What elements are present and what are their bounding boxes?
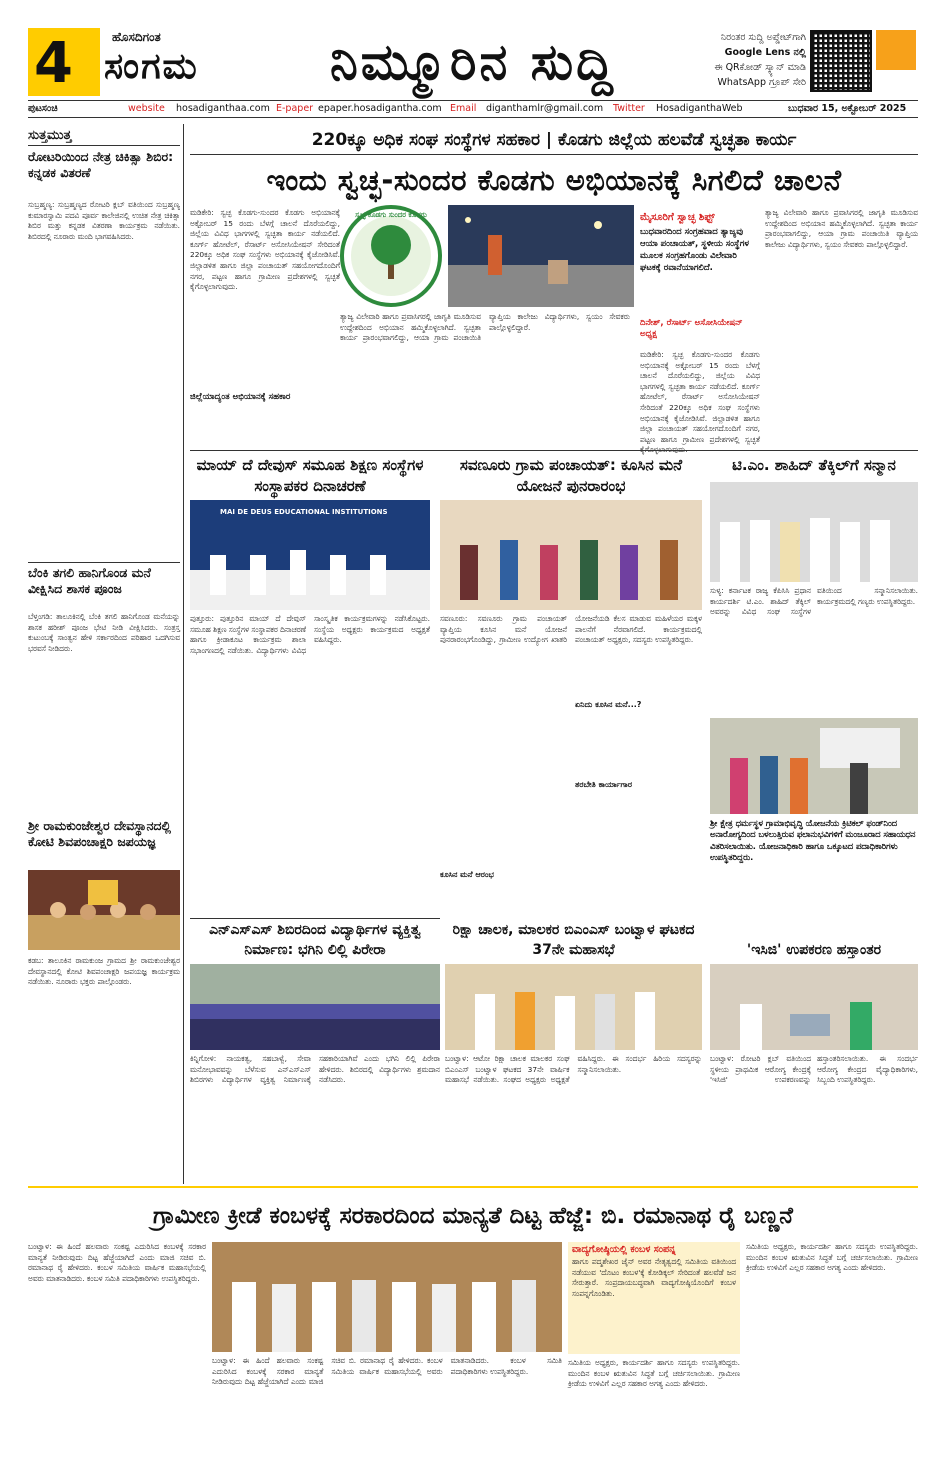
website-label: website (128, 103, 165, 114)
qr-line: ಈ QRಕೋಡ್ ಸ್ಕ್ಯಾನ್ ಮಾಡಿ (714, 62, 806, 73)
top-story-body-cont: ತ್ಯಾಜ್ಯ ವಿಲೇವಾರಿ ಹಾಗೂ ಪ್ರವಾಸಿಗರಲ್ಲಿ ಜಾಗೃತಿ ಮೂಡಿಸುವ ಉದ್ದೇಶದಿಂದ ಅಭಿಯಾನ ಹಮ್ಮಿಕೊಳ್ಳಲಾಗಿದೆ. ಸ್ವಚ್ಛತಾ ಕಾರ್ಯ ಪ್ರಾರಂಭವಾಗಲಿದ್ದು, ಆಯಾ ಗ್ರಾಮ ಪಂಚಾಯಿತಿ ವ್ಯಾಪ್ತಿಯ ಕಾಲೇಜು ವಿದ್ಯಾರ್ಥಿಗಳು, ಸ್ವಯಂ ಸೇವಕರು ಪಾಲ್ಗೊಳ್ಳಲಿದ್ದಾರೆ. (340, 312, 630, 343)
mid-story2-subhead: ತರಬೇತಿ ಕಾರ್ಯಾಗಾರ (575, 780, 632, 789)
left-story1-body: ಸುಬ್ರಹ್ಮಣ್ಯ: ಸುಬ್ರಹ್ಮಣ್ಯದ ರೋಟರಿ ಕ್ಲಬ್ ವತಿಯಿಂದ ಸುಬ್ರಹ್ಮಣ್ಯ ಕುಮಾರಸ್ವಾಮಿ ಪದವಿ ಪೂರ್ವ ಕಾಲೇಜಿನಲ್ಲಿ ಉಚಿತ ನೇತ್ರ ಚಿಕಿತ್ಸಾ ಶಿಬಿರ ಮತ್ತು ಕನ್ನಡಕ ವಿತರಣಾ ಕಾರ್ಯಕ್ರಮ ನಡೆಯಿತು. ಶಿಬಿರದಲ್ಲಿ ನೂರಾರು ಮಂದಿ ಭಾಗವಹಿಸಿದರು. (28, 200, 180, 241)
event-banner: MAI DE DEUS EDUCATIONAL INSTITUTIONS (220, 508, 388, 516)
left-story3-body: ಕಡಬ: ತಾಲೂಕಿನ ರಾಮಕುಂಜ ಗ್ರಾಮದ ಶ್ರೀ ರಾಮಕುಂಜೇಶ್ವರ ದೇವಸ್ಥಾನದಲ್ಲಿ ಕೋಟಿ ಶಿವಪಂಚಾಕ್ಷರಿ ಜಪಯಜ್ಞ ಕಾರ್ಯಕ್ರಮ ನಡೆಯಿತು. ನೂರಾರು ಭಕ್ತರು ಪಾಲ್ಗೊಂಡರು. (28, 956, 180, 987)
bms-meeting-image (445, 964, 702, 1050)
fund-distribution-photo (710, 718, 918, 814)
brand-name: ಸಂಗಮ (104, 46, 199, 87)
nss-camp-image (190, 964, 440, 1050)
panchayat-image (440, 500, 702, 610)
kambala-box (568, 1242, 740, 1354)
left-story2-body: ಬೆಳ್ತಂಗಡಿ: ತಾಲೂಕಿನಲ್ಲಿ ಬೆಂಕಿ ತಗಲಿ ಹಾನಿಗೊಂಡ ಮನೆಯನ್ನು ಶಾಸಕ ಹರೀಶ್ ಪೂಂಜ ಭೇಟಿ ನೀಡಿ ವೀಕ್ಷಿಸಿದರು. ಸಂತ್ರಸ್ತ ಕುಟುಂಬಕ್ಕೆ ಸಾಂತ್ವನ ಹೇಳಿ ಸರ್ಕಾರದಿಂದ ಪರಿಹಾರ ಒದಗಿಸುವ ಭರವಸೆ ನೀಡಿದರು. (28, 612, 180, 653)
epaper-link[interactable]: epaper.hosadigantha.com (318, 103, 442, 114)
email-label: Email (450, 103, 477, 114)
top-headline: ಇಂದು ಸ್ವಚ್ಛ-ಸುಂದರ ಕೊಡಗು ಅಭಿಯಾನಕ್ಕೆ ಸಿಗಲಿದೆ ಚಾಲನೆ (266, 163, 842, 197)
fund-distribution-image (710, 718, 918, 814)
mid-story3-body: ಸುಳ್ಯ: ಕರ್ನಾಟಕ ರಾಜ್ಯ ಕೆಪಿಸಿಸಿ ಪ್ರಧಾನ ಕಾರ್ಯದರ್ಶಿ ಟಿ.ಎಂ. ಶಾಹಿದ್ ತೆಕ್ಕಿಲ್ ಅವರನ್ನು ವಿವಿಧ ಸಂಘ ಸಂಸ್ಥೆಗಳ ವತಿಯಿಂದ ಸನ್ಮಾನಿಸಲಾಯಿತು. ಕಾರ್ಯಕ್ರಮದಲ್ಲಿ ಗಣ್ಯರು ಉಪಸ್ಥಿತರಿದ್ದರು. (710, 586, 918, 617)
lower-story3-title: 'ಇಸಿಜಿ' ಉಪಕರಣ ಹಸ್ತಾಂತರ (746, 942, 882, 958)
bottom-story-body-cont: ಬಂಟ್ವಾಳ: ಈ ಹಿಂದೆ ಹಲವಾರು ಸಂಕಷ್ಟ ಎದುರಿಸಿದ ಕಂಬಳಕ್ಕೆ ಸರಕಾರ ಮಾನ್ಯತೆ ನೀಡಿರುವುದು ದಿಟ್ಟ ಹೆಜ್ಜೆಯಾಗಿದೆ ಎಂದು ಮಾಜಿ ಸಚಿವ ಬಿ. ರಮಾನಾಥ ರೈ ಹೇಳಿದರು. ಕಂಬಳ ಸಮಿತಿಯ ವಾರ್ಷಿಕ ಮಹಾಸಭೆಯಲ್ಲಿ ಅವರು ಮಾತನಾಡಿದರು. ಕಂಬಳ ಸಮಿತಿ ಪದಾಧಿಕಾರಿಗಳು ಉಪಸ್ಥಿತರಿದ್ದರು. (212, 1356, 562, 1387)
school-event-photo (190, 500, 430, 610)
nss-camp-photo (190, 964, 440, 1050)
qr-line: Google Lens ನಲ್ಲಿ (724, 47, 806, 58)
section-rule (28, 1186, 918, 1188)
website-link[interactable]: hosadiganthaa.com (176, 103, 270, 114)
lower-story2-body: ಬಂಟ್ವಾಳ: ಆಟೋ ರಿಕ್ಷಾ ಚಾಲಕ ಮಾಲಕರ ಸಂಘ ಬಿಎಂಎಸ್ ಬಂಟ್ವಾಳ ಘಟಕದ 37ನೇ ವಾರ್ಷಿಕ ಮಹಾಸಭೆ ನಡೆಯಿತು. ಸಂಘದ ಅಧ್ಯಕ್ಷರು ಅಧ್ಯಕ್ಷತೆ ವಹಿಸಿದ್ದರು. ಈ ಸಂದರ್ಭ ಹಿರಿಯ ಸದಸ್ಯರನ್ನು ಸನ್ಮಾನಿಸಲಾಯಿತು. (445, 1054, 702, 1085)
mid-story2-subhead: ಕೂಸಿನ ಮನೆ ಆರಂಭ (440, 870, 494, 879)
temple-photo-image (28, 870, 180, 950)
panchayat-photo (440, 500, 702, 610)
quote-author: ದಿನೇಶ್, ರೆಸಾರ್ಟ್ ಅಸೋಸಿಯೇಷನ್ ಅಧ್ಯಕ್ಷ (640, 318, 743, 339)
qr-instructions (690, 30, 806, 90)
top-story-body: ಮಡಿಕೇರಿ: ಸ್ವಚ್ಛ ಕೊಡಗು-ಸುಂದರ ಕೊಡಗು ಅಭಿಯಾನಕ್ಕೆ ಅಕ್ಟೋಬರ್ 15 ರಂದು ಬೆಳಗ್ಗೆ ಚಾಲನೆ ದೊರೆಯಲಿದ್ದು, ಜಿಲ್ಲೆಯ ವಿವಿಧ ಭಾಗಗಳಲ್ಲಿ ಸ್ವಚ್ಛತಾ ಕಾರ್ಯ ನಡೆಯಲಿದೆ. ಕೂರ್ಗ್ ಹೋಟೆಲ್, ರೆಸಾರ್ಟ್ ಅಸೋಸಿಯೇಷನ್ ಸೇರಿದಂತೆ 220ಕ್ಕೂ ಅಧಿಕ ಸಂಘ ಸಂಸ್ಥೆಗಳು ಅಭಿಯಾನಕ್ಕೆ ಕೈಜೋಡಿಸಿವೆ. ಜಿಲ್ಲಾಡಳಿತ ಹಾಗೂ ಜಿಲ್ಲಾ ಪಂಚಾಯತ್ ಸಹಯೋಗದೊಂದಿಗೆ ನಗರ, ಪಟ್ಟಣ ಹಾಗೂ ಗ್ರಾಮೀಣ ಪ್ರದೇಶಗಳಲ್ಲಿ ಸ್ವಚ್ಛತೆ ಕೈಗೊಳ್ಳಲಾಗುವುದು. (190, 208, 340, 292)
left-story1-title: ರೋಟರಿಯಿಂದ ನೇತ್ರ ಚಿಕಿತ್ಸಾ ಶಿಬಿರ: ಕನ್ನಡಕ ವಿತರಣೆ (28, 149, 174, 180)
mid-story1-body: ಪುತ್ತೂರು: ಪುತ್ತೂರಿನ ಮಾಯ್ ದೆ ದೇವುಸ್ ಸಮೂಹ ಶಿಕ್ಷಣ ಸಂಸ್ಥೆಗಳ ಸಂಸ್ಥಾಪಕರ ದಿನಾಚರಣೆ ಹಾಗೂ ಕ್ರೀಡಾಕೂಟ ಕಾರ್ಯಕ್ರಮ ಶಾಲಾ ಸಭಾಂಗಣದಲ್ಲಿ ನಡೆಯಿತು. ವಿದ್ಯಾರ್ಥಿಗಳು ವಿವಿಧ ಸಾಂಸ್ಕೃತಿಕ ಕಾರ್ಯಕ್ರಮಗಳನ್ನು ನಡೆಸಿಕೊಟ್ಟರು. ಸಂಸ್ಥೆಯ ಅಧ್ಯಕ್ಷರು ಕಾರ್ಯಕ್ರಮದ ಅಧ್ಯಕ್ಷತೆ ವಹಿಸಿದ್ದರು. (190, 614, 430, 655)
kambala-box-title: ವಾದ್ಯಗೋಷ್ಠಿಯಲ್ಲಿ ಕಂಬಳ ಸಂಪನ್ನ (572, 1244, 676, 1255)
mid-story2-body: ಸವಣೂರು: ಸವಣೂರು ಗ್ರಾಮ ಪಂಚಾಯತ್ ವ್ಯಾಪ್ತಿಯ ಕೂಸಿನ ಮನೆ ಯೋಜನೆ ಪುನರಾರಂಭಗೊಂಡಿದ್ದು, ಗ್ರಾಮೀಣ ಉದ್ಯೋಗ ಖಾತರಿ ಯೋಜನೆಯಡಿ ಕೆಲಸ ಮಾಡುವ ಮಹಿಳೆಯರ ಮಕ್ಕಳ ಪಾಲನೆಗೆ ನೆರವಾಗಲಿದೆ. ಕಾರ್ಯಕ್ರಮದಲ್ಲಿ ಪಂಚಾಯತ್ ಅಧ್ಯಕ್ಷರು, ಸದಸ್ಯರು ಉಪಸ್ಥಿತರಿದ್ದರು. (440, 614, 702, 645)
top-story-right-body: ತ್ಯಾಜ್ಯ ವಿಲೇವಾರಿ ಹಾಗೂ ಪ್ರವಾಸಿಗರಲ್ಲಿ ಜಾಗೃತಿ ಮೂಡಿಸುವ ಉದ್ದೇಶದಿಂದ ಅಭಿಯಾನ ಹಮ್ಮಿಕೊಳ್ಳಲಾಗಿದೆ. ಸ್ವಚ್ಛತಾ ಕಾರ್ಯ ಪ್ರಾರಂಭವಾಗಲಿದ್ದು, ಆಯಾ ಗ್ರಾಮ ಪಂಚಾಯಿತಿ ವ್ಯಾಪ್ತಿಯ ಕಾಲೇಜು ವಿದ್ಯಾರ್ಥಿಗಳು, ಸ್ವಯಂ ಸೇವಕರು ಪಾಲ್ಗೊಳ್ಳಲಿದ್ದಾರೆ. (765, 208, 918, 249)
lower-story3-body: ಬಂಟ್ವಾಳ: ರೋಟರಿ ಕ್ಲಬ್ ವತಿಯಿಂದ ಸ್ಥಳೀಯ ಪ್ರಾಥಮಿಕ ಆರೋಗ್ಯ ಕೇಂದ್ರಕ್ಕೆ 'ಇಸಿಜಿ' ಉಪಕರಣವನ್ನು ಹಸ್ತಾಂತರಿಸಲಾಯಿತು. ಈ ಸಂದರ್ಭ ಆರೋಗ್ಯ ಕೇಂದ್ರದ ವೈದ್ಯಾಧಿಕಾರಿಗಳು, ಸಿಬ್ಬಂದಿ ಉಪಸ್ಥಿತರಿದ್ದರು. (710, 1054, 918, 1085)
cleanup-photo (448, 205, 634, 307)
quote-title: ಮೈಸೂರಿಗೆ ಸ್ವಾಚ್ಛ ಶಿಫ್ಟ್ (640, 212, 715, 223)
column-rule (183, 124, 184, 1184)
temple-photo (28, 870, 180, 950)
campaign-logo (340, 205, 442, 307)
campaign-logo-art (344, 209, 438, 303)
kambala-box-body: ಹಾಗೂ ಪದ್ಮಶೇಖರ ಜೈನ್ ಅವರ ನೇತೃತ್ವದಲ್ಲಿ ಸಮಿತಿಯ ವತಿಯಿಂದ ನಡೆಯುವ 'ದೊಟಂ ಕಂಬಳ'ಕ್ಕೆ ಕೋಡಿಕ್ಕಲ್ ಸೇರಿದಂತೆ ಹಲವೆಡೆ ಜನ ಸೇರುತ್ತಾರೆ. ಸಂಪ್ರದಾಯಬದ್ಧವಾಗಿ ವಾದ್ಯಗೋಷ್ಠಿಯೊಂದಿಗೆ ಕಂಬಳ ಸಂಪನ್ನಗೊಂಡಿತು. (572, 1257, 736, 1298)
quote-body: ಬುಧವಾರದಿಂದ ಸಂಗ್ರಹವಾದ ತ್ಯಾಜ್ಯವು ಆಯಾ ಪಂಚಾಯತ್, ಸ್ಥಳೀಯ ಸಂಸ್ಥೆಗಳ ಮೂಲಕ ಸಂಗ್ರಹಗೊಂಡು ವಿಲೇವಾರಿ ಘಟಕಕ್ಕೆ ರವಾನೆಯಾಗಲಿದೆ. (640, 227, 749, 273)
kambala-meeting-photo (212, 1242, 562, 1352)
lower-story2-title: ರಿಕ್ಷಾ ಚಾಲಕ, ಮಾಲಕರ ಬಿಎಂಎಸ್ ಬಂಟ್ವಾಳ ಘಟಕದ 37ನೇ ಮಹಾಸಭೆ (452, 922, 695, 958)
issue-date: ಬುಧವಾರ 15, ಅಕ್ಟೋಬರ್ 2025 (788, 103, 907, 114)
orange-accent (876, 30, 916, 70)
row-rule (190, 918, 440, 919)
brand-small: ಹೊಸದಿಗಂತ (112, 30, 161, 44)
felicitation-photo (710, 482, 918, 582)
bms-meeting-photo (445, 964, 702, 1050)
qr-code[interactable] (810, 30, 872, 92)
top-kicker: 220ಕ್ಕೂ ಅಧಿಕ ಸಂಘ ಸಂಸ್ಥೆಗಳ ಸಹಕಾರ | ಕೊಡಗು ಜಿಲ್ಲೆಯ ಹಲವೆಡೆ ಸ್ವಚ್ಛತಾ ಕಾರ್ಯ (190, 126, 918, 155)
left-story2-title: ಬೆಂಕಿ ತಗಲಿ ಹಾನಿಗೊಂಡ ಮನೆ ವೀಕ್ಷಿಸಿದ ಶಾಸಕ ಪೂಂಜ (28, 562, 180, 597)
email-link[interactable]: diganthamlr@gmail.com (486, 103, 604, 114)
ecg-handover-photo (710, 964, 918, 1050)
mid-story3-title: ಟಿ.ಎಂ. ಶಾಹಿದ್ ತೆಕ್ಕಿಲ್‌ಗೆ ಸನ್ಮಾನ (732, 456, 896, 474)
bottom-mid-body: ಸಮಿತಿಯ ಅಧ್ಯಕ್ಷರು, ಕಾರ್ಯದರ್ಶಿ ಹಾಗೂ ಸದಸ್ಯರು ಉಪಸ್ಥಿತರಿದ್ದರು. ಮುಂದಿನ ಕಂಬಳ ಋತುವಿನ ಸಿದ್ಧತೆ ಬಗ್ಗೆ ಚರ್ಚಿಸಲಾಯಿತು. ಗ್ರಾಮೀಣ ಕ್ರೀಡೆಯ ಉಳಿವಿಗೆ ಎಲ್ಲರ ಸಹಕಾರ ಅಗತ್ಯ ಎಂದು ಹೇಳಿದರು. (568, 1358, 740, 1389)
epaper-label: E-paper (276, 103, 314, 114)
top-story-sub-body: ಮಡಿಕೇರಿ: ಸ್ವಚ್ಛ ಕೊಡಗು-ಸುಂದರ ಕೊಡಗು ಅಭಿಯಾನಕ್ಕೆ ಅಕ್ಟೋಬರ್ 15 ರಂದು ಬೆಳಗ್ಗೆ ಚಾಲನೆ ದೊರೆಯಲಿದ್ದು, ಜಿಲ್ಲೆಯ ವಿವಿಧ ಭಾಗಗಳಲ್ಲಿ ಸ್ವಚ್ಛತಾ ಕಾರ್ಯ ನಡೆಯಲಿದೆ. ಕೂರ್ಗ್ ಹೋಟೆಲ್, ರೆಸಾರ್ಟ್ ಅಸೋಸಿಯೇಷನ್ ಸೇರಿದಂತೆ 220ಕ್ಕೂ ಅಧಿಕ ಸಂಘ ಸಂಸ್ಥೆಗಳು ಅಭಿಯಾನಕ್ಕೆ ಕೈಜೋಡಿಸಿವೆ. ಜಿಲ್ಲಾಡಳಿತ ಹಾಗೂ ಜಿಲ್ಲಾ ಪಂಚಾಯತ್ ಸಹಯೋಗದೊಂದಿಗೆ ನಗರ, ಪಟ್ಟಣ ಹಾಗೂ ಗ್ರಾಮೀಣ ಪ್ರದೇಶಗಳಲ್ಲಿ ಸ್ವಚ್ಛತೆ (640, 350, 760, 444)
subbar-brand: ಪುಟಸಂಚಿ (28, 103, 58, 114)
lower-story1-title: ಎನ್ಎಸ್ಎಸ್ ಶಿಬಿರದಿಂದ ವಿದ್ಯಾರ್ಥಿಗಳ ವ್ಯಕ್ತಿತ್ವ ನಿರ್ಮಾಣ: ಭಗಿನಿ ಲಿಲ್ಲಿ ಪಿರೇರಾ (209, 922, 421, 958)
twitter-link[interactable]: HosadiganthaWeb (656, 103, 743, 114)
cleanup-photo-image (448, 205, 634, 307)
feature-label: ಸುತ್ತಮುತ್ತ (28, 126, 180, 146)
bottom-right-body: ಸಮಿತಿಯ ಅಧ್ಯಕ್ಷರು, ಕಾರ್ಯದರ್ಶಿ ಹಾಗೂ ಸದಸ್ಯರು ಉಪಸ್ಥಿತರಿದ್ದರು. ಮುಂದಿನ ಕಂಬಳ ಋತುವಿನ ಸಿದ್ಧತೆ ಬಗ್ಗೆ ಚರ್ಚಿಸಲಾಯಿತು. ಗ್ರಾಮೀಣ ಕ್ರೀಡೆಯ ಉಳಿವಿಗೆ ಎಲ್ಲರ ಸಹಕಾರ ಅಗತ್ಯ ಎಂದು ಹೇಳಿದರು. (746, 1242, 918, 1273)
lower-story1-body: ಕಿನ್ನಿಗೋಳಿ: ನಾಯಕತ್ವ, ಸಹಬಾಳ್ವೆ, ಸೇವಾ ಮನೋಭಾವವನ್ನು ಬೆಳೆಸುವ ಎನ್ಎಸ್ಎಸ್ ಶಿಬಿರಗಳು ವಿದ್ಯಾರ್ಥಿಗಳ ವ್ಯಕ್ತಿತ್ವ ನಿರ್ಮಾಣಕ್ಕೆ ಸಹಕಾರಿಯಾಗಿವೆ ಎಂದು ಭಗಿನಿ ಲಿಲ್ಲಿ ಪಿರೇರಾ ಹೇಳಿದರು. ಶಿಬಿರದಲ್ಲಿ ವಿದ್ಯಾರ್ಥಿಗಳು ಶ್ರಮದಾನ ನಡೆಸಿದರು. (190, 1054, 440, 1085)
left-story3-title: ಶ್ರೀ ರಾಮಕುಂಜೇಶ್ವರ ದೇವಸ್ಥಾನದಲ್ಲಿ ಕೋಟಿ ಶಿವಪಂಚಾಕ್ಷರಿ ಜಪಯಜ್ಞ (28, 818, 171, 849)
bottom-story-body: ಬಂಟ್ವಾಳ: ಈ ಹಿಂದೆ ಹಲವಾರು ಸಂಕಷ್ಟ ಎದುರಿಸಿದ ಕಂಬಳಕ್ಕೆ ಸರಕಾರ ಮಾನ್ಯತೆ ನೀಡಿರುವುದು ದಿಟ್ಟ ಹೆಜ್ಜೆಯಾಗಿದೆ ಎಂದು ಮಾಜಿ ಸಚಿವ ಬಿ. ರಮಾನಾಥ ರೈ ಹೇಳಿದರು. ಕಂಬಳ ಸಮಿತಿಯ ವಾರ್ಷಿಕ ಮಹಾಸಭೆಯಲ್ಲಿ ಅವರು ಮಾತನಾಡಿದರು. ಕಂಬಳ ಸಮಿತಿ ಪದಾಧಿಕಾರಿಗಳು ಉಪಸ್ಥಿತರಿದ್ದರು. (28, 1242, 206, 1283)
mid-story1-title: ಮಾಯ್ ದೆ ದೇವುಸ್ ಸಮೂಹ ಶಿಕ್ಷಣ ಸಂಸ್ಥೆಗಳ ಸಂಸ್ಥಾಪಕರ ದಿನಾಚರಣೆ (196, 456, 424, 495)
mid-story2-subhead: ಏನಿದು ಕೂಸಿನ ಮನೆ...? (575, 700, 642, 709)
top-subhead: ಜಿಲ್ಲೆಯಾದ್ಯಂತ ಅಭಿಯಾನಕ್ಕೆ ಸಹಕಾರ (190, 392, 291, 402)
section-title: ನಿಮ್ಮೂರಿನ ಸುದ್ದಿ (330, 33, 616, 91)
qr-line: ನಿರಂತರ ಸುದ್ದಿ ಅಪ್ಡೇಟ್‌ಗಾಗಿ (720, 32, 806, 43)
subbar (28, 100, 918, 118)
ecg-handover-image (710, 964, 918, 1050)
bottom-headline: ಗ್ರಾಮೀಣ ಕ್ರೀಡೆ ಕಂಬಳಕ್ಕೆ ಸರಕಾರದಿಂದ ಮಾನ್ಯತೆ ದಿಟ್ಟ ಹೆಜ್ಜೆ: ಬಿ. ರಮಾನಾಥ ರೈ ಬಣ್ಣನೆ (153, 1203, 793, 1229)
twitter-label: Twitter (613, 103, 645, 114)
qr-line: WhatsApp ಗ್ರೂಪ್ ಸೇರಿ (717, 77, 806, 88)
mid-story2-title: ಸವಣೂರು ಗ್ರಾಮ ಪಂಚಾಯತ್: ಕೂಸಿನ ಮನೆ ಯೋಜನೆ ಪುನರಾರಂಭ (459, 456, 683, 495)
school-event-image (190, 500, 430, 610)
fund-caption: ಶ್ರೀ ಕ್ಷೇತ್ರ ಧರ್ಮಸ್ಥಳ ಗ್ರಾಮಾಭಿವೃದ್ಧಿ ಯೋಜನೆಯ ಕ್ರಿಟಿಕಲ್ ಫಂಡ್‌ನಿಂದ ಅನಾರೋಗ್ಯದಿಂದ ಬಳಲುತ್ತಿರುವ ಫಲಾನುಭವಿಗಳಿಗೆ ಮಂಜೂರಾದ ಸಹಾಯಧನ ವಿತರಿಸಲಾಯಿತು. ಯೋಜನಾಧಿಕಾರಿ ಹಾಗೂ ಒಕ್ಕೂಟದ ಪದಾಧಿಕಾರಿಗಳು ಉಪಸ್ಥಿತರಿದ್ದರು. (710, 818, 916, 863)
row-rule (190, 450, 918, 451)
page-number: 4 (34, 31, 73, 96)
logo-text: ಸ್ವಚ್ಛ ಕೊಡಗು ಸುಂದರ ಕೊಡಗು (355, 211, 427, 219)
felicitation-image (710, 482, 918, 582)
kambala-meeting-image (212, 1242, 562, 1352)
